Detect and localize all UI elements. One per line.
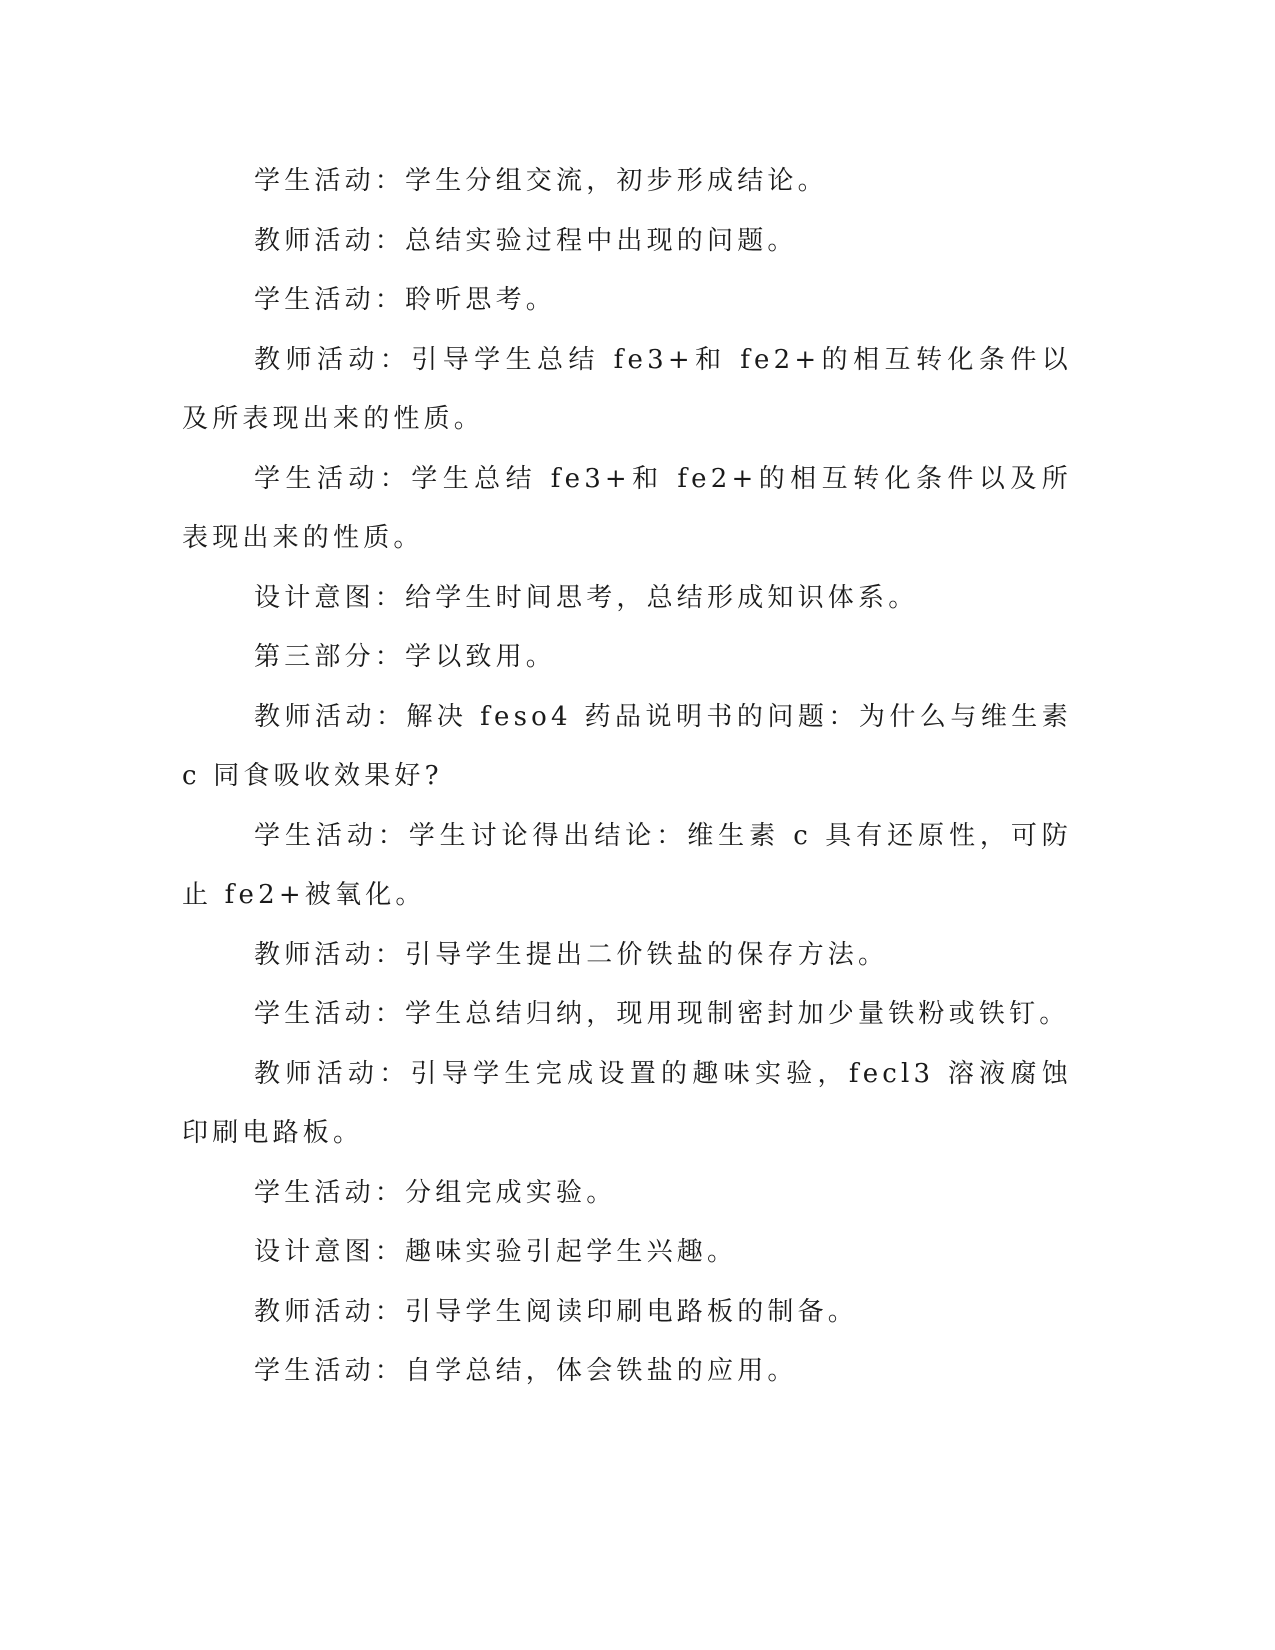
paragraph: 学生活动：学生总结 fe3+和 fe2+的相互转化条件以及所表现出来的性质。 bbox=[182, 463, 1072, 553]
paragraph: 教师活动：引导学生完成设置的趣味实验，fecl3 溶液腐蚀印刷电路板。 bbox=[182, 1058, 1072, 1148]
document-page bbox=[182, 152, 1072, 1402]
paragraph: 教师活动：引导学生总结 fe3+和 fe2+的相互转化条件以及所表现出来的性质。 bbox=[182, 344, 1072, 434]
paragraph: 学生活动：自学总结，体会铁盐的应用。 bbox=[254, 1356, 798, 1386]
paragraph: 设计意图：趣味实验引起学生兴趣。 bbox=[254, 1237, 738, 1267]
paragraph: 设计意图：给学生时间思考，总结形成知识体系。 bbox=[254, 582, 919, 613]
paragraph: 教师活动：引导学生提出二价铁盐的保存方法。 bbox=[254, 939, 889, 970]
paragraph: 教师活动：引导学生阅读印刷电路板的制备。 bbox=[254, 1296, 859, 1327]
paragraph: 学生活动：学生总结归纳，现用现制密封加少量铁粉或铁钉。 bbox=[254, 999, 1070, 1029]
paragraph: 学生活动：学生分组交流，初步形成结论。 bbox=[254, 166, 828, 196]
paragraph: 学生活动：分组完成实验。 bbox=[254, 1177, 617, 1208]
paragraph: 教师活动：解决 feso4 药品说明书的问题：为什么与维生素 c 同食吸收效果好? bbox=[182, 701, 1072, 791]
paragraph: 学生活动：学生讨论得出结论：维生素 c 具有还原性，可防止 fe2+被氧化。 bbox=[182, 820, 1072, 910]
paragraph: 教师活动：总结实验过程中出现的问题。 bbox=[254, 225, 798, 256]
paragraph: 学生活动：聆听思考。 bbox=[254, 285, 557, 315]
paragraph: 第三部分：学以致用。 bbox=[254, 642, 557, 672]
